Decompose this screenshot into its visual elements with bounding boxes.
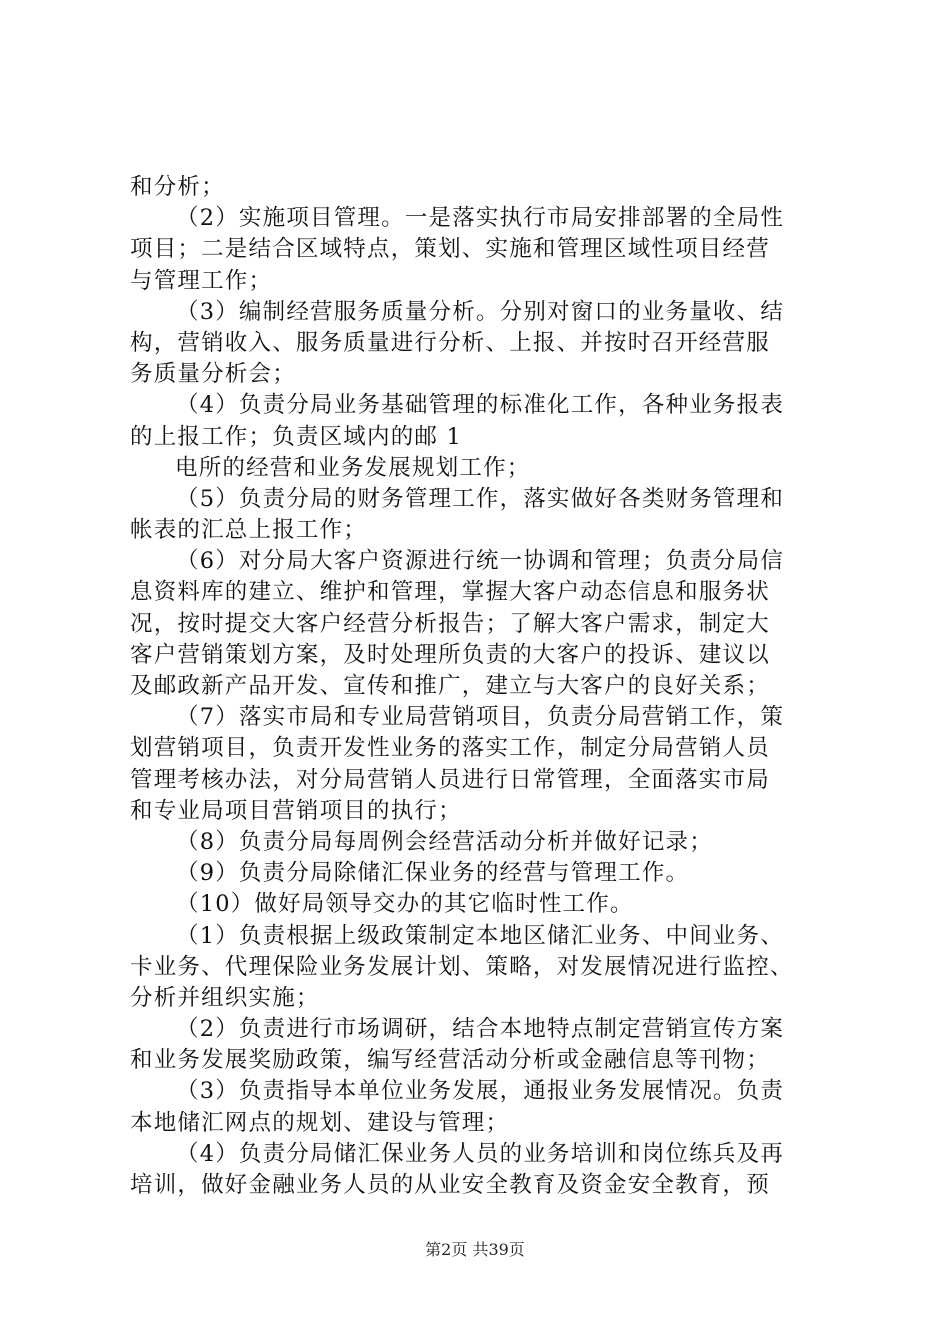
text-line-16: 及邮政新产品开发、宣传和推广，建立与大客户的良好关系； <box>130 673 770 699</box>
text-line-22: （9）负责分局除储汇保业务的经营与管理工作。 <box>176 860 690 887</box>
text-line-27: （2）负责进行市场调研，结合本地特点制定营销宣传方案 <box>176 1016 785 1043</box>
text-line-30: 本地储汇网点的规划、建设与管理； <box>130 1109 510 1136</box>
text-line-3: 与管理工作； <box>130 267 273 294</box>
text-line-24: （1）负责根据上级政策制定本地区储汇业务、中间业务、 <box>176 922 785 949</box>
text-line-21: （8）负责分局每周例会经营活动分析并做好记录； <box>176 828 713 855</box>
text-line-9: 电所的经营和业务发展规划工作； <box>175 454 531 481</box>
text-line-1: （2）实施项目管理。一是落实执行市局安排部署的全局性 <box>176 205 785 232</box>
text-line-6: 务质量分析会； <box>130 361 296 388</box>
text-line-18: 划营销项目，负责开发性业务的落实工作，制定分局营销人员 <box>130 735 770 762</box>
text-line-10: （5）负责分局的财务管理工作，落实做好各类财务管理和 <box>176 485 785 512</box>
text-line-13: 息资料库的建立、维护和管理，掌握大客户动态信息和服务状 <box>130 579 770 606</box>
text-line-4: （3）编制经营服务质量分析。分别对窗口的业务量收、结 <box>176 298 785 325</box>
text-line-5: 构，营销收入、服务质量进行分析、上报、并按时召开经营服 <box>130 329 770 356</box>
text-line-26: 分析并组织实施； <box>130 984 320 1011</box>
text-line-0: 和分析； <box>130 174 225 200</box>
text-line-19: 管理考核办法，对分局营销人员进行日常管理，全面落实市局 <box>130 766 770 793</box>
text-line-15: 客户营销策划方案，及时处理所负责的大客户的投诉、建议以 <box>130 641 770 668</box>
text-line-11: 帐表的汇总上报工作； <box>130 517 368 544</box>
text-line-25: 卡业务、代理保险业务发展计划、策略，对发展情况进行监控、 <box>130 953 794 980</box>
text-line-14: 况，按时提交大客户经营分析报告；了解大客户需求，制定大 <box>130 610 770 637</box>
text-line-32: 培训，做好金融业务人员的从业安全教育及资金安全教育，预 <box>130 1172 770 1198</box>
text-line-28: 和业务发展奖励政策，编写经营活动分析或金融信息等刊物； <box>130 1047 770 1074</box>
text-line-12: （6）对分局大客户资源进行统一协调和管理；负责分局信 <box>176 548 785 575</box>
text-line-7: （4）负责分局业务基础管理的标准化工作，各种业务报表 <box>176 392 785 419</box>
text-line-23: （10）做好局领导交办的其它临时性工作。 <box>176 891 634 918</box>
text-line-17: （7）落实市局和专业局营销项目，负责分局营销工作，策 <box>176 704 785 731</box>
text-line-29: （3）负责指导本单位业务发展，通报业务发展情况。负责 <box>176 1078 785 1105</box>
text-line-2: 项目；二是结合区域特点，策划、实施和管理区域性项目经营 <box>130 236 770 263</box>
text-line-8: 的上报工作；负责区域内的邮 1 <box>130 423 462 450</box>
page-number-footer: 第2页 共39页 <box>425 1240 525 1259</box>
text-line-20: 和专业局项目营销项目的执行； <box>130 797 462 824</box>
document-body <box>130 172 850 1201</box>
text-line-31: （4）负责分局储汇保业务人员的业务培训和岗位练兵及再 <box>176 1140 785 1167</box>
